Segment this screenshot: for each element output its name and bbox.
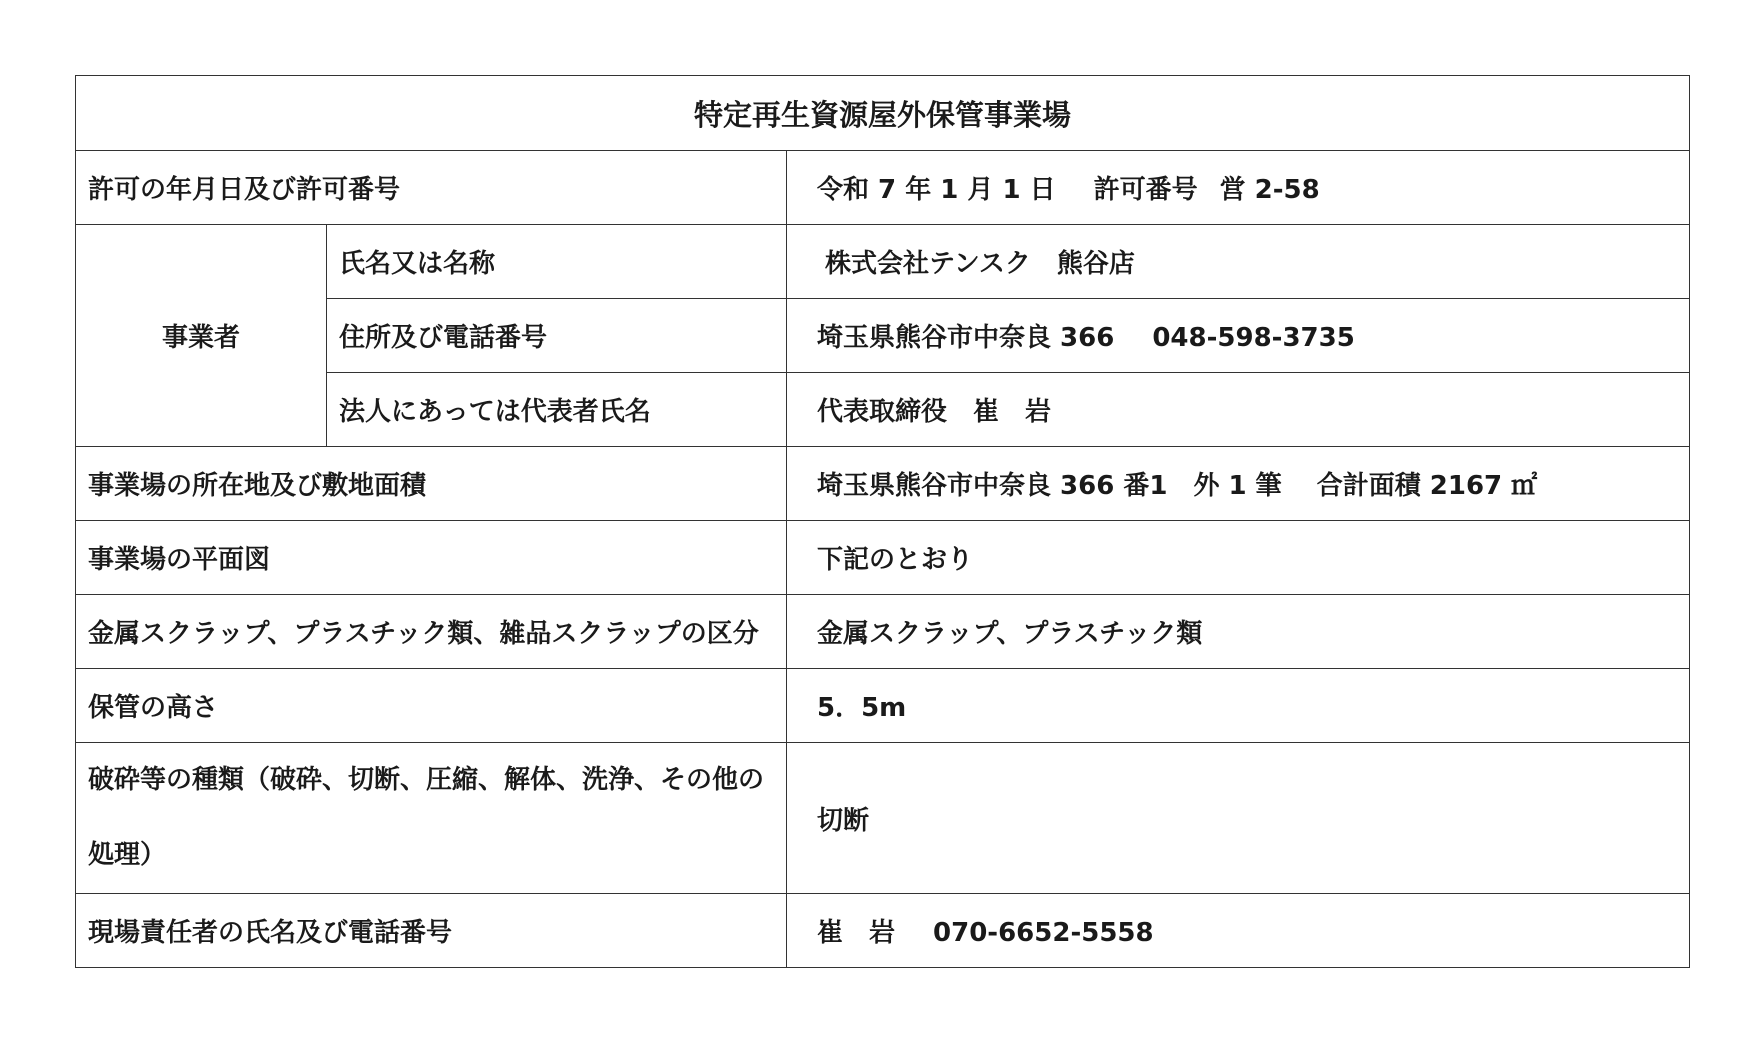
permit-info-table — [75, 75, 1690, 968]
processing-label: 破砕等の種類（破砕、切断、圧縮、解体、洗浄、その他の処理） — [76, 743, 787, 894]
permit-row — [76, 151, 1690, 225]
manager-label: 現場責任者の氏名及び電話番号 — [76, 894, 787, 968]
category-value: 金属スクラップ、プラスチック類 — [787, 595, 1690, 669]
permit-label: 許可の年月日及び許可番号 — [76, 151, 787, 225]
site-value: 埼玉県熊谷市中奈良 366 番1 外 1 筆 合計面積 2167 ㎡ — [787, 447, 1690, 521]
operator-name-label: 氏名又は名称 — [327, 225, 787, 299]
manager-value — [787, 894, 1690, 968]
site-row — [76, 447, 1690, 521]
manager-row — [76, 894, 1690, 968]
operator-group-label: 事業者 — [76, 225, 327, 447]
plan-row — [76, 521, 1690, 595]
category-label: 金属スクラップ、プラスチック類、雑品スクラップの区分 — [76, 595, 787, 669]
processing-value: 切断 — [787, 743, 1690, 894]
height-label: 保管の高さ — [76, 669, 787, 743]
permit-date: 令和 7 年 1 月 1 日 — [817, 175, 1056, 205]
manager-name: 崔 岩 — [817, 918, 896, 948]
permit-value — [787, 151, 1690, 225]
operator-rep-value: 代表取締役 崔 岩 — [787, 373, 1690, 447]
operator-address-cell — [787, 299, 1690, 373]
site-label: 事業場の所在地及び敷地面積 — [76, 447, 787, 521]
operator-rep-label: 法人にあっては代表者氏名 — [327, 373, 787, 447]
category-row — [76, 595, 1690, 669]
processing-row — [76, 743, 1690, 894]
height-value: 5．5m — [787, 669, 1690, 743]
permit-number-label: 許可番号 — [1093, 175, 1198, 205]
manager-phone: 070-6652-5558 — [933, 918, 1154, 948]
operator-address-label: 住所及び電話番号 — [327, 299, 787, 373]
operator-name-row — [76, 225, 1690, 299]
operator-name-value: 株式会社テンスク 熊谷店 — [787, 225, 1690, 299]
height-row — [76, 669, 1690, 743]
permit-number: 営 2-58 — [1219, 175, 1320, 205]
operator-phone-value: 048-598-3735 — [1152, 323, 1355, 353]
plan-label: 事業場の平面図 — [76, 521, 787, 595]
plan-value: 下記のとおり — [787, 521, 1690, 595]
operator-address-value: 埼玉県熊谷市中奈良 366 — [817, 323, 1115, 353]
document-title: 特定再生資源屋外保管事業場 — [76, 76, 1690, 151]
